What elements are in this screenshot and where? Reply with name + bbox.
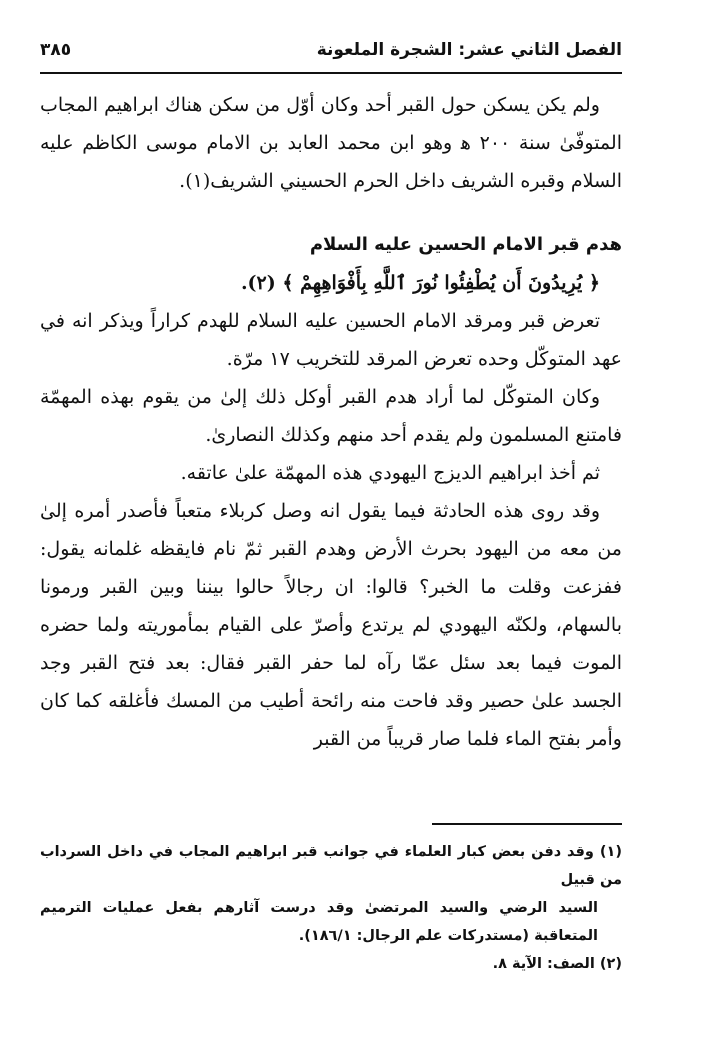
paragraph-2: تعرض قبر ومرقد الامام الحسين عليه السلام للهدم كراراً ويذكر انه في عهد المتوكّل وحده تعرض المرقد للتخريب ١٧ مرّة. (40, 310, 622, 370)
paragraph-1: ولم يكن يسكن حول القبر أحد وكان أوّل من سكن هناك ابراهيم المجاب المتوفّىٰ سنة ٢٠٠ ﻫ وهو ابن محمد العابد بن الامام موسى الكاظم عليه السلام وقبره الشريف داخل الحرم الحسيني الشريف(١). (40, 94, 622, 192)
paragraph-4: ثم أخذ ابراهيم الديزج اليهودي هذه المهمّة علىٰ عاتقه. (180, 462, 600, 484)
footnote-divider (432, 823, 622, 825)
paragraph-5: وقد روى هذه الحادثة فيما يقول انه وصل كربلاء متعباً فأصدر أمره إلىٰ من معه من اليهود بحرث الأرض وهدم القبر ثمّ نام فايقظه غلمانه يقول: ففزعت وقلت ما الخبر؟ قالوا: ان رجالاً حالوا بيننا وبين القبر ورمونا بالسهام، ولكنّه اليهودي لم يرتدع وأصرّ على القيام بمأموريته ولما حضره الموت فيما بعد سئل عمّا رآه لما حفر القبر فقال: بعد فتح القبر وجد الجسد علىٰ حصير وقد فاحت منه رائحة أطيب من المسك فأغلقه كما كان وأمر بفتح الماء فلما صار قريباً من القبر (40, 500, 622, 750)
main-text (40, 86, 622, 758)
page-number: ٣٨٥ (40, 40, 72, 60)
paragraph-3: وكان المتوكّل لما أراد هدم القبر أوكل ذلك إلىٰ من يقوم بهذه المهمّة فامتنع المسلمون ولم يقدم أحد منهم وكذلك النصارىٰ. (40, 386, 622, 446)
chapter-title: الفصل الثاني عشر: الشجرة الملعونة (316, 40, 622, 60)
quran-verse: ﴿ يُرِيدُونَ أَن يُطْفِئُوا نُورَ ٱللَّهِ بِأَفْوَاهِهِمْ ﴾ (٢). (240, 272, 600, 294)
footnote-2: (٢) الصف: الآية ٨. (492, 956, 622, 972)
section-heading: هدم قبر الامام الحسين عليه السلام (309, 234, 622, 255)
running-header (40, 36, 622, 74)
footnotes (40, 838, 622, 978)
footnote-1-continued: السيد الرضي والسيد المرتضىٰ وقد درست آثارهم بفعل عمليات الترميم المتعاقبة (مستدركات علم الرجال: ١٨٦/١). (40, 900, 598, 944)
footnote-1: (١) وقد دفن بعض كبار العلماء في جوانب قبر ابراهيم المجاب في داخل السرداب من قبيل (40, 844, 622, 888)
